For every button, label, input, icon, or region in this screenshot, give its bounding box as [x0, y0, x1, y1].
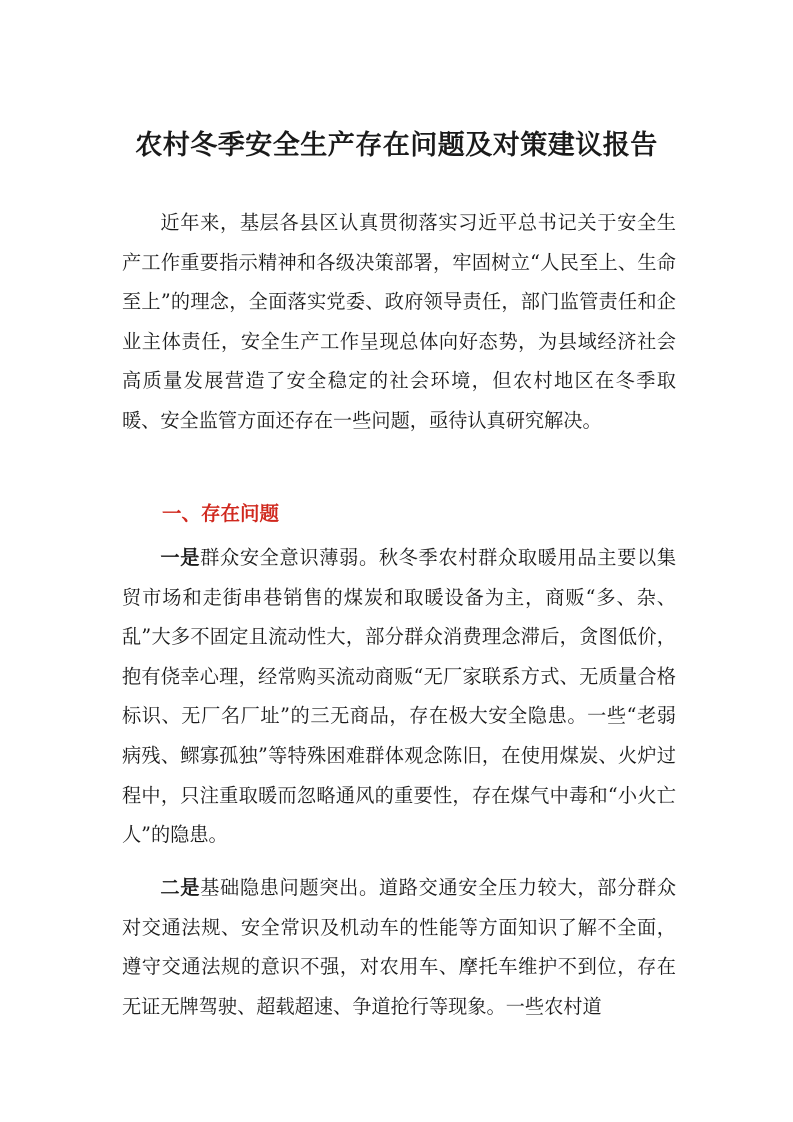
problem-paragraph-2 — [122, 868, 676, 1026]
paragraph-text: 群众安全意识薄弱。秋冬季农村群众取暖用品主要以集贸市场和走街串巷销售的煤炭和取暖设备为主，商贩“多、杂、乱”大多不固定且流动性大，部分群众消费理念滞后，贪图低价，抱有侥幸心理，经常购买流动商贩“无厂家联系方式、无质量合格标识、无厂名厂址”的三无商品，存在极大安全隐患。一些“老弱病残、鳏寡孤独”等特殊困难群体观念陈旧，在使用煤炭、火炉过程中，只注重取暖而忽略通风的重要性，存在煤气中毒和“小火亡人”的隐患。 — [122, 546, 677, 847]
paragraph-lead: 一是 — [160, 546, 201, 569]
paragraph-text: 基础隐患问题突出。道路交通安全压力较大，部分群众对交通法规、安全常识及机动车的性能等方面知识了解不全面，遵守交通法规的意识不强，对农用车、摩托车维护不到位，存在无证无牌驾驶、超载超速、争道抢行等现象。一些农村道 — [122, 876, 677, 1018]
problem-paragraph-1 — [122, 538, 676, 855]
paragraph-lead: 二是 — [160, 876, 201, 899]
intro-paragraph: 近年来，基层各县区认真贯彻落实习近平总书记关于安全生产工作重要指示精神和各级决策部署，牢固树立“人民至上、生命至上”的理念，全面落实党委、政府领导责任，部门监管责任和企业主体责任，安全生产工作呈现总体向好态势，为县域经济社会高质量发展营造了安全稳定的社会环境，但农村地区在冬季取暖、安全监管方面还存在一些问题，亟待认真研究解决。 — [122, 211, 676, 432]
document-title: 农村冬季安全生产存在问题及对策建议报告 — [135, 130, 658, 161]
section-heading: 一、存在问题 — [162, 502, 280, 525]
